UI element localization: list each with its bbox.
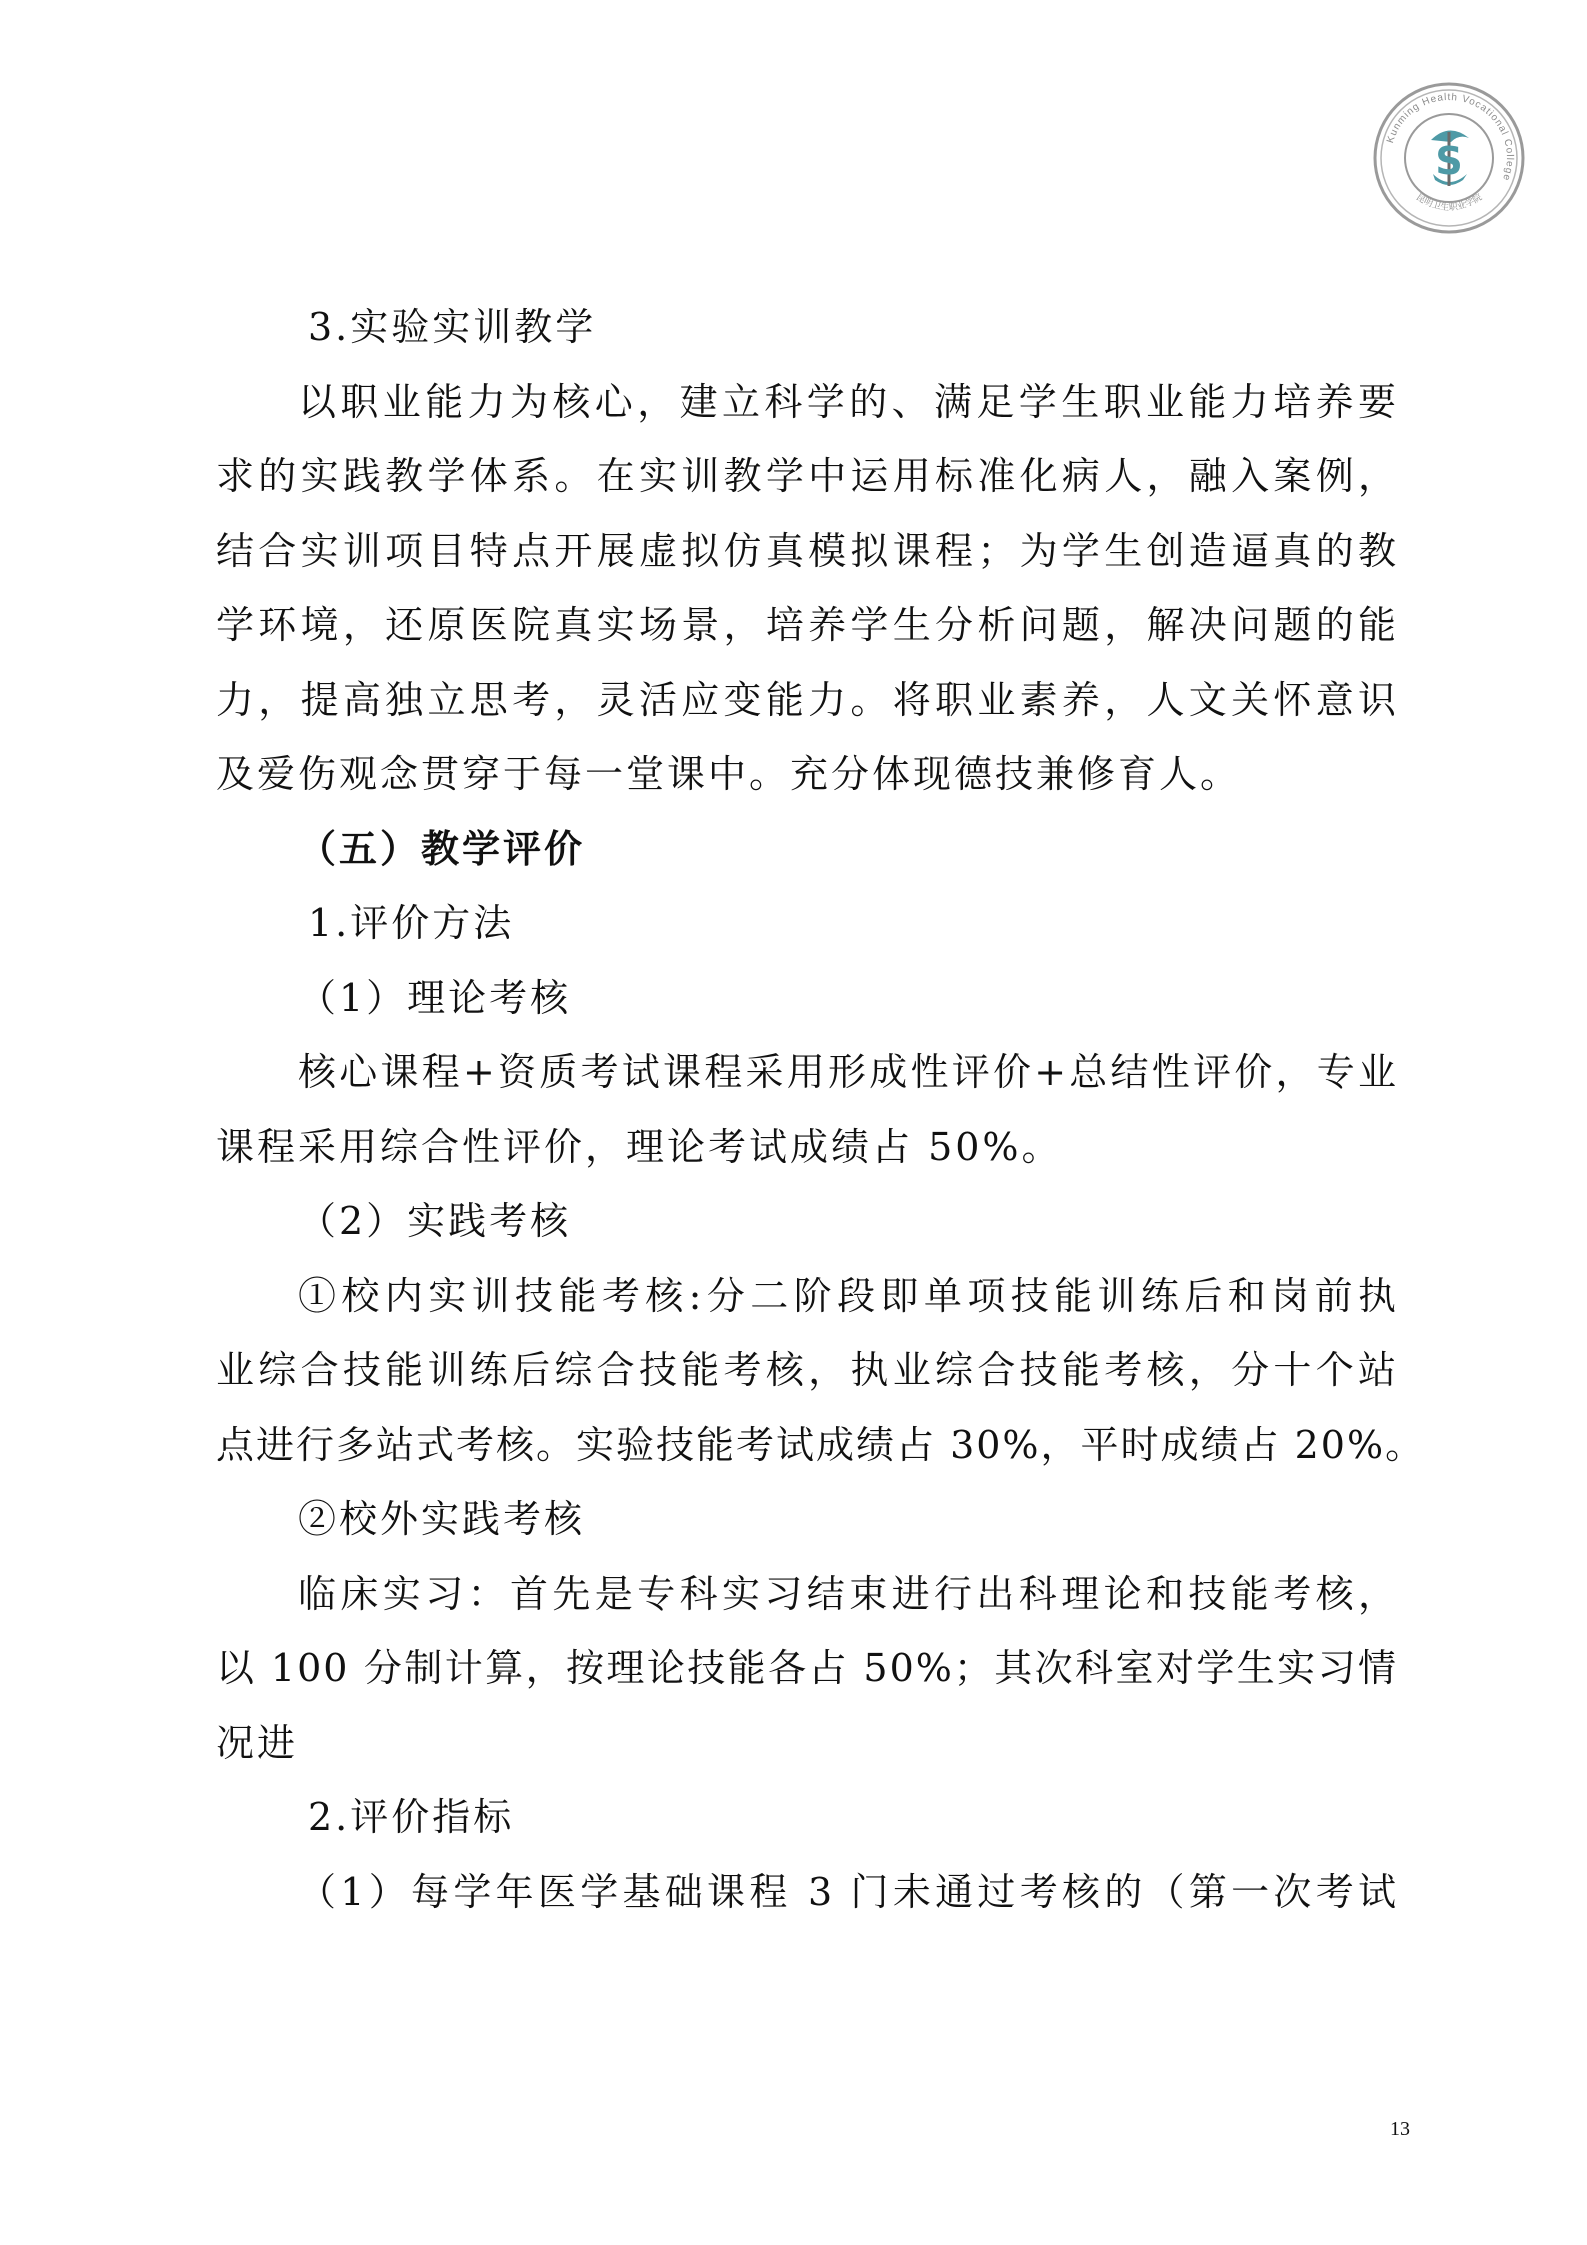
paragraph-line: 课程采用综合性评价，理论考试成绩占 50%。 [216,1124,1063,1169]
paragraph-line: （1）每学年医学基础课程 3 门未通过考核的（第一次考试 [298,1869,1398,1914]
seal-ring-text: Kunming Health Vocational College [1385,91,1516,183]
paragraph-line: 结合实训项目特点开展虚拟仿真模拟课程；为学生创造逼真的教 [216,528,1398,573]
paragraph-line: ①校内实训技能考核:分二阶段即单项技能训练后和岗前执 [298,1273,1398,1318]
college-seal-logo [1373,82,1525,234]
subheading-evaluation-indicators: 2.评价指标 [308,1795,515,1839]
paragraph-line: 临床实习：首先是专科实习结束进行出科理论和技能考核， [298,1571,1398,1616]
paragraph-line: 及爱伤观念贯穿于每一堂课中。充分体现德技兼修育人。 [216,752,1242,796]
paragraph-line: 以 100 分制计算，按理论技能各占 50%；其次科室对学生实习情 [216,1646,1398,1690]
paragraph-line: 学环境，还原医院真实场景，培养学生分析问题，解决问题的能 [216,603,1398,647]
document-body [216,290,1426,1929]
paragraph-line: 以职业能力为核心，建立科学的、满足学生职业能力培养要 [298,379,1398,424]
paragraph-line: 业综合技能训练后综合技能考核，执业综合技能考核，分十个站 [216,1348,1398,1392]
seal-emblem-letter: S [1435,139,1463,183]
section-heading-teaching-evaluation: （五）教学评价 [298,825,586,871]
page-number: 13 [1390,2118,1410,2140]
subheading-evaluation-method: 1.评价方法 [308,901,515,945]
subheading-external-practice: ②校外实践考核 [298,1497,586,1541]
paragraph-line: 况进 [216,1720,299,1765]
paragraph-line: 求的实践教学体系。在实训教学中运用标准化病人，融入案例， [216,454,1398,498]
subheading-practice-assessment: （2）实践考核 [298,1199,572,1243]
section-heading-practical-training: 3.实验实训教学 [308,305,597,349]
subheading-theory-assessment: （1）理论考核 [298,975,572,1020]
paragraph-line: 点进行多站式考核。实验技能考试成绩占 30%，平时成绩占 20%。 [216,1422,1426,1467]
seal-bottom-text: 昆明卫生职业学院 [1413,192,1485,214]
paragraph-line: 力，提高独立思考，灵活应变能力。将职业素养，人文关怀意识 [216,677,1398,722]
paragraph-line: 核心课程+资质考试课程采用形成性评价+总结性评价，专业 [298,1050,1398,1094]
